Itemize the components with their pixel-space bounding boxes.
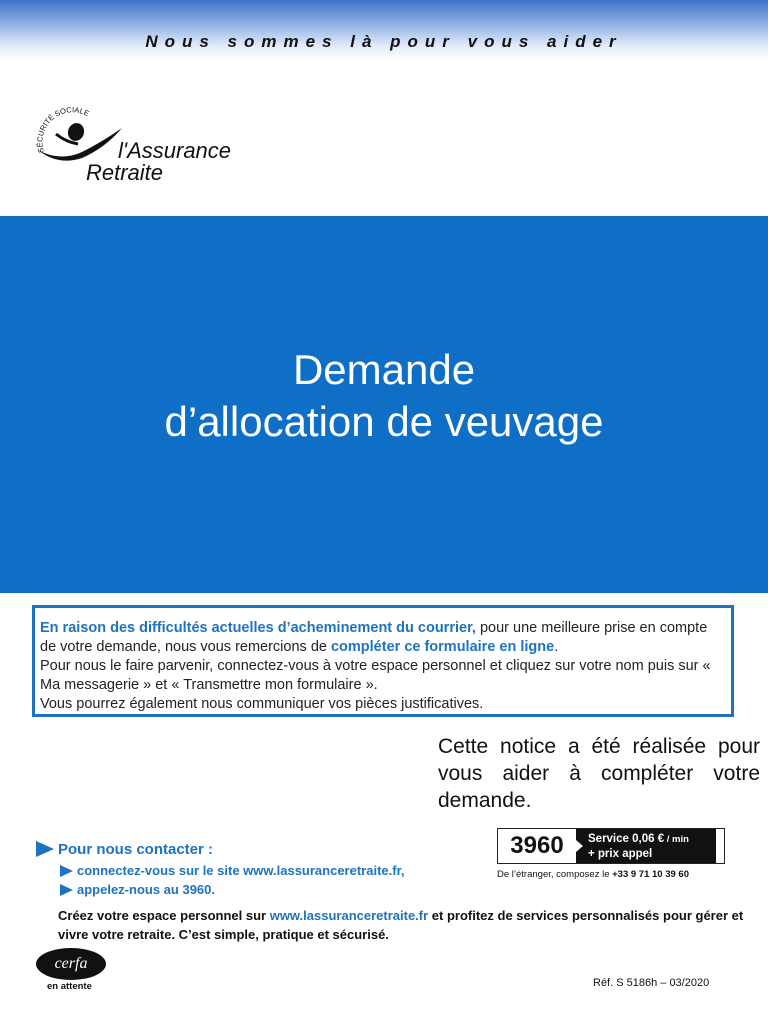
- assurance-retraite-logo: [30, 100, 260, 190]
- service-call-price: + prix appel: [588, 848, 653, 860]
- abroad-number: +33 9 71 10 39 60: [612, 869, 689, 880]
- espace-text1: Créez votre espace personnel sur: [58, 908, 270, 923]
- service-price: Service 0,06 €: [588, 833, 665, 845]
- espace-personnel-text: [58, 906, 748, 944]
- notice-box: [32, 605, 734, 717]
- contact-item-phone: [60, 882, 215, 897]
- contact-item-website-text[interactable]: connectez-vous sur le site www.lassuranceretraite.fr,: [77, 863, 405, 878]
- contact-item-phone-text: appelez-nous au 3960.: [77, 882, 215, 897]
- page-title: [0, 344, 768, 448]
- cerfa-status: en attente: [47, 981, 92, 992]
- notice-text2: .: [554, 639, 559, 655]
- notice-line3: Pour nous le faire parvenir, connectez-vous à votre espace personnel et cliquez sur votre nom puis sur « Ma messagerie » et « Transmettre mon formulaire ».: [40, 658, 711, 693]
- title-banner: [0, 216, 768, 593]
- phone-badge: [497, 828, 725, 864]
- contact-item-website: [60, 863, 405, 878]
- title-line2: d’allocation de veuvage: [164, 398, 604, 445]
- phone-number: 3960: [510, 832, 564, 859]
- aide-text: Cette notice a été réalisée pour vous aider à compléter votre demande.: [438, 735, 760, 812]
- espace-text2: et profitez de services personnalisés pour gérer et vivre votre retraite. C’est simple, pratique et sécurisé.: [58, 908, 744, 942]
- logo-line1: l'Assurance: [118, 138, 232, 163]
- cerfa-logo: cerfa: [36, 948, 106, 980]
- contact-title: [36, 841, 213, 858]
- notice-highlight2: compléter ce formulaire en ligne: [330, 639, 555, 655]
- abroad-label: De l’étranger, composez le: [497, 869, 613, 880]
- notice-line4: Vous pourrez également nous communiquer vos pièces justificatives.: [40, 696, 484, 712]
- notice-highlight1: En raison des difficultés actuelles d’acheminement du courrier,: [40, 620, 476, 636]
- arrow-right-icon: [36, 841, 54, 857]
- espace-link[interactable]: www.lassuranceretraite.fr: [269, 908, 429, 923]
- notice-text1: pour une meilleure prise en compte de votre demande, nous vous remercions de: [40, 620, 708, 655]
- tagline: Nous sommes là pour vous aider: [145, 32, 623, 51]
- title-line1: Demande: [292, 346, 476, 393]
- abroad-phone: [497, 869, 737, 880]
- reference-number: Réf. S 5186h – 03/2020: [593, 977, 710, 989]
- phone-service-info: [576, 829, 716, 863]
- logo-line2: Retraite: [86, 160, 164, 185]
- arrow-right-icon: [60, 884, 73, 896]
- contact-title-text: Pour nous contacter :: [58, 841, 214, 858]
- logo-arc-text: SÉCURITÉ SOCIALE: [35, 105, 91, 154]
- service-unit: / min: [664, 834, 689, 845]
- arrow-right-icon: [60, 865, 73, 877]
